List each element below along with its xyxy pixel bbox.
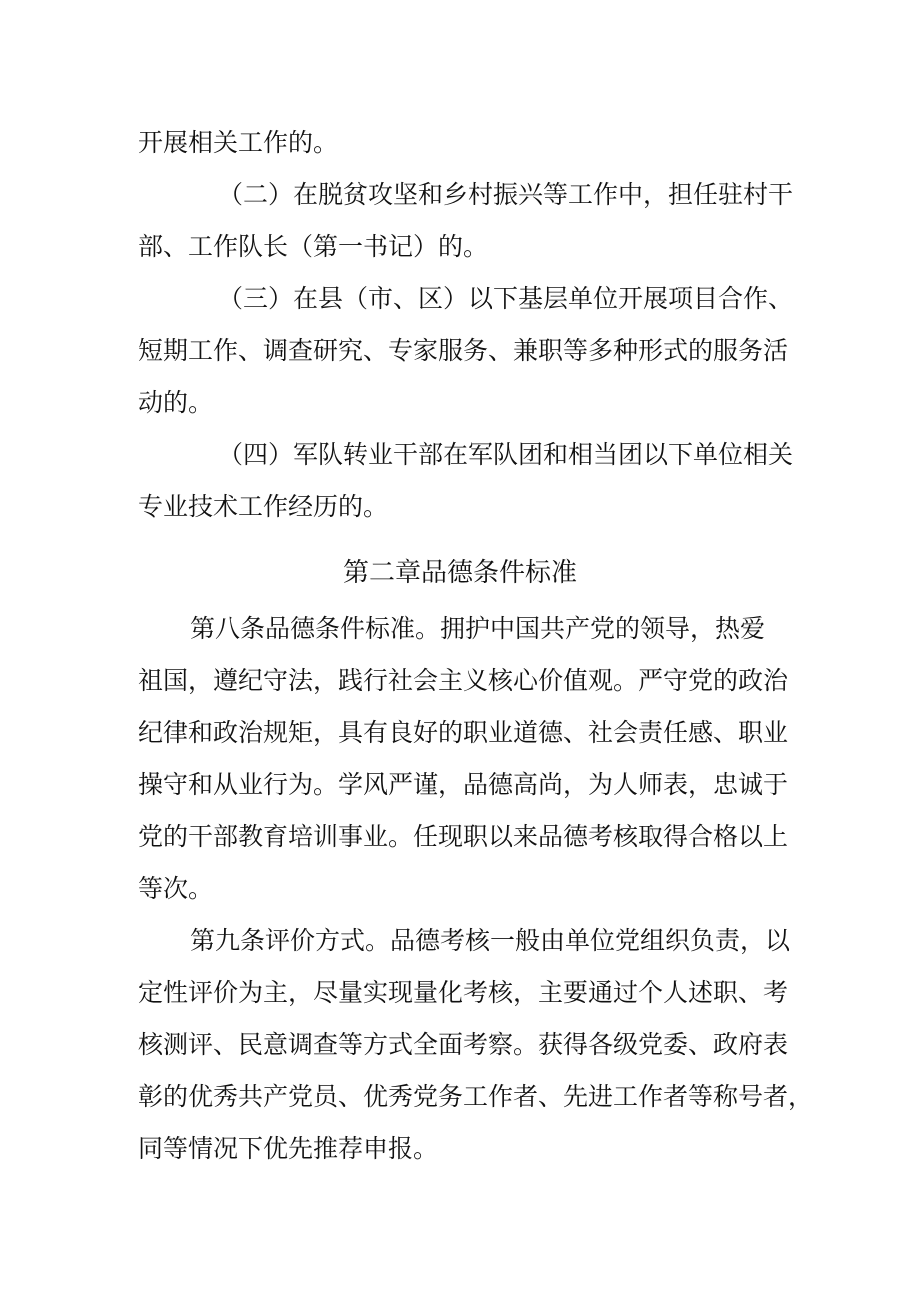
chapter-heading: 第二章品德条件标准 <box>342 558 577 588</box>
paragraph-line: 祖国，遵纪守法，践行社会主义核心价值观。严守党的政治 <box>138 666 789 695</box>
paragraph-line: （三）在县（市、区）以下基层单位开展项目合作、 <box>218 284 794 313</box>
paragraph-line: 短期工作、调查研究、专家服务、兼职等多种形式的服务活 <box>138 336 789 365</box>
paragraph-line: 党的干部教育培训事业。任现职以来品德考核取得合格以上 <box>138 822 789 851</box>
paragraph-line: 第八条品德条件标准。拥护中国共产党的领导，热爱 <box>190 614 766 643</box>
paragraph-line: 开展相关工作的。 <box>138 128 339 157</box>
paragraph-line: （二）在脱贫攻坚和乡村振兴等工作中，担任驻村干 <box>218 180 794 209</box>
paragraph-line: 部、工作队长（第一书记）的。 <box>138 232 489 261</box>
paragraph-line: 彰的优秀共产党员、优秀党务工作者、先进工作者等称号者， <box>138 1082 814 1111</box>
paragraph-line: 同等情况下优先推荐申报。 <box>138 1134 439 1163</box>
paragraph-line: 定性评价为主，尽量实现量化考核，主要通过个人述职、考 <box>138 978 789 1007</box>
paragraph-line: 专业技术工作经历的。 <box>138 492 389 521</box>
paragraph-line: 等次。 <box>138 874 214 903</box>
paragraph-line: 核测评、民意调查等方式全面考察。获得各级党委、政府表 <box>138 1030 789 1059</box>
paragraph-line: （四）军队转业干部在军队团和相当团以下单位相关 <box>218 440 794 469</box>
paragraph-line: 动的。 <box>138 388 214 417</box>
paragraph-line: 操守和从业行为。学风严谨，品德高尚，为人师表，忠诚于 <box>138 770 789 799</box>
paragraph-line: 纪律和政治规矩，具有良好的职业道德、社会责任感、职业 <box>138 718 789 747</box>
paragraph-line: 第九条评价方式。品德考核一般由单位党组织负责，以 <box>190 926 791 955</box>
